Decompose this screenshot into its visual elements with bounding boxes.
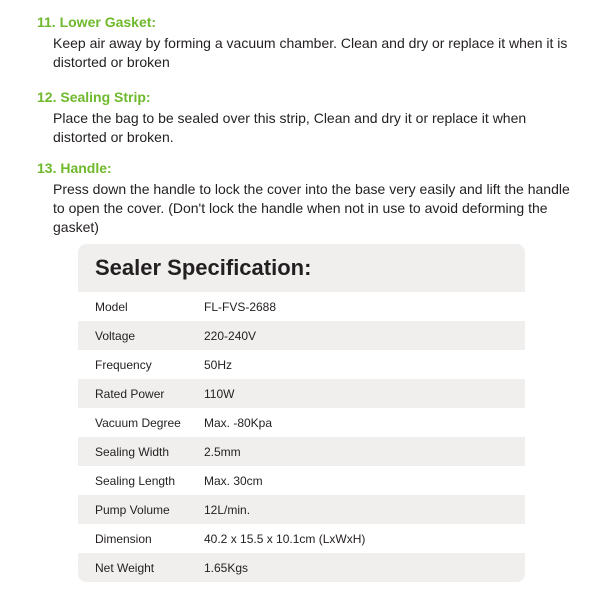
spec-label: Frequency: [95, 357, 152, 372]
spec-card: [78, 244, 525, 582]
spec-row-pump-volume: [78, 495, 525, 524]
section-body: Place the bag to be sealed over this strip, Clean and dry it or replace it when distorted or broken.: [53, 110, 527, 145]
spec-value: 40.2 x 15.5 x 10.1cm (LxWxH): [204, 531, 366, 546]
spec-title: Sealer Specification:: [78, 244, 525, 292]
spec-value: 110W: [204, 386, 235, 401]
section-lower-gasket: [37, 14, 582, 72]
spec-row-dimension: [78, 524, 525, 553]
spec-label: Pump Volume: [95, 502, 170, 517]
spec-value: 220-240V: [204, 328, 257, 343]
spec-value: 12L/min.: [204, 502, 251, 517]
section-title: 12. Sealing Strip:: [37, 89, 151, 105]
spec-row-model: [78, 292, 525, 321]
spec-value: Max. -80Kpa: [204, 415, 273, 430]
spec-label: Voltage: [95, 328, 136, 343]
spec-row-vacuum-degree: [78, 408, 525, 437]
spec-value: 1.65Kgs: [204, 560, 249, 575]
section-title: 11. Lower Gasket:: [37, 14, 157, 30]
spec-label: Model: [95, 299, 128, 314]
section-body: Keep air away by forming a vacuum chamber. Clean and dry or replace it when it is distorted or broken: [53, 35, 568, 70]
spec-row-voltage: [78, 321, 525, 350]
spec-label: Dimension: [95, 531, 152, 546]
spec-value: 50Hz: [204, 357, 233, 372]
spec-row-sealing-width: [78, 437, 525, 466]
spec-label: Net Weight: [95, 560, 155, 575]
spec-label: Sealing Width: [95, 444, 170, 459]
spec-row-net-weight: [78, 553, 525, 582]
spec-value: FL-FVS-2688: [204, 299, 277, 314]
spec-row-rated-power: [78, 379, 525, 408]
section-handle: [37, 160, 582, 237]
section-sealing-strip: [37, 89, 582, 147]
spec-label: Rated Power: [95, 386, 165, 401]
spec-label: Vacuum Degree: [95, 415, 181, 430]
spec-value: 2.5mm: [204, 444, 241, 459]
spec-row-sealing-length: [78, 466, 525, 495]
section-body: Press down the handle to lock the cover into the base very easily and lift the handle to open the cover. (Don't lock the handle when not in use to avoid deforming the gasket): [53, 181, 570, 235]
spec-value: Max. 30cm: [204, 473, 263, 488]
section-title: 13. Handle:: [37, 160, 112, 176]
spec-label: Sealing Length: [95, 473, 176, 488]
spec-row-frequency: [78, 350, 525, 379]
